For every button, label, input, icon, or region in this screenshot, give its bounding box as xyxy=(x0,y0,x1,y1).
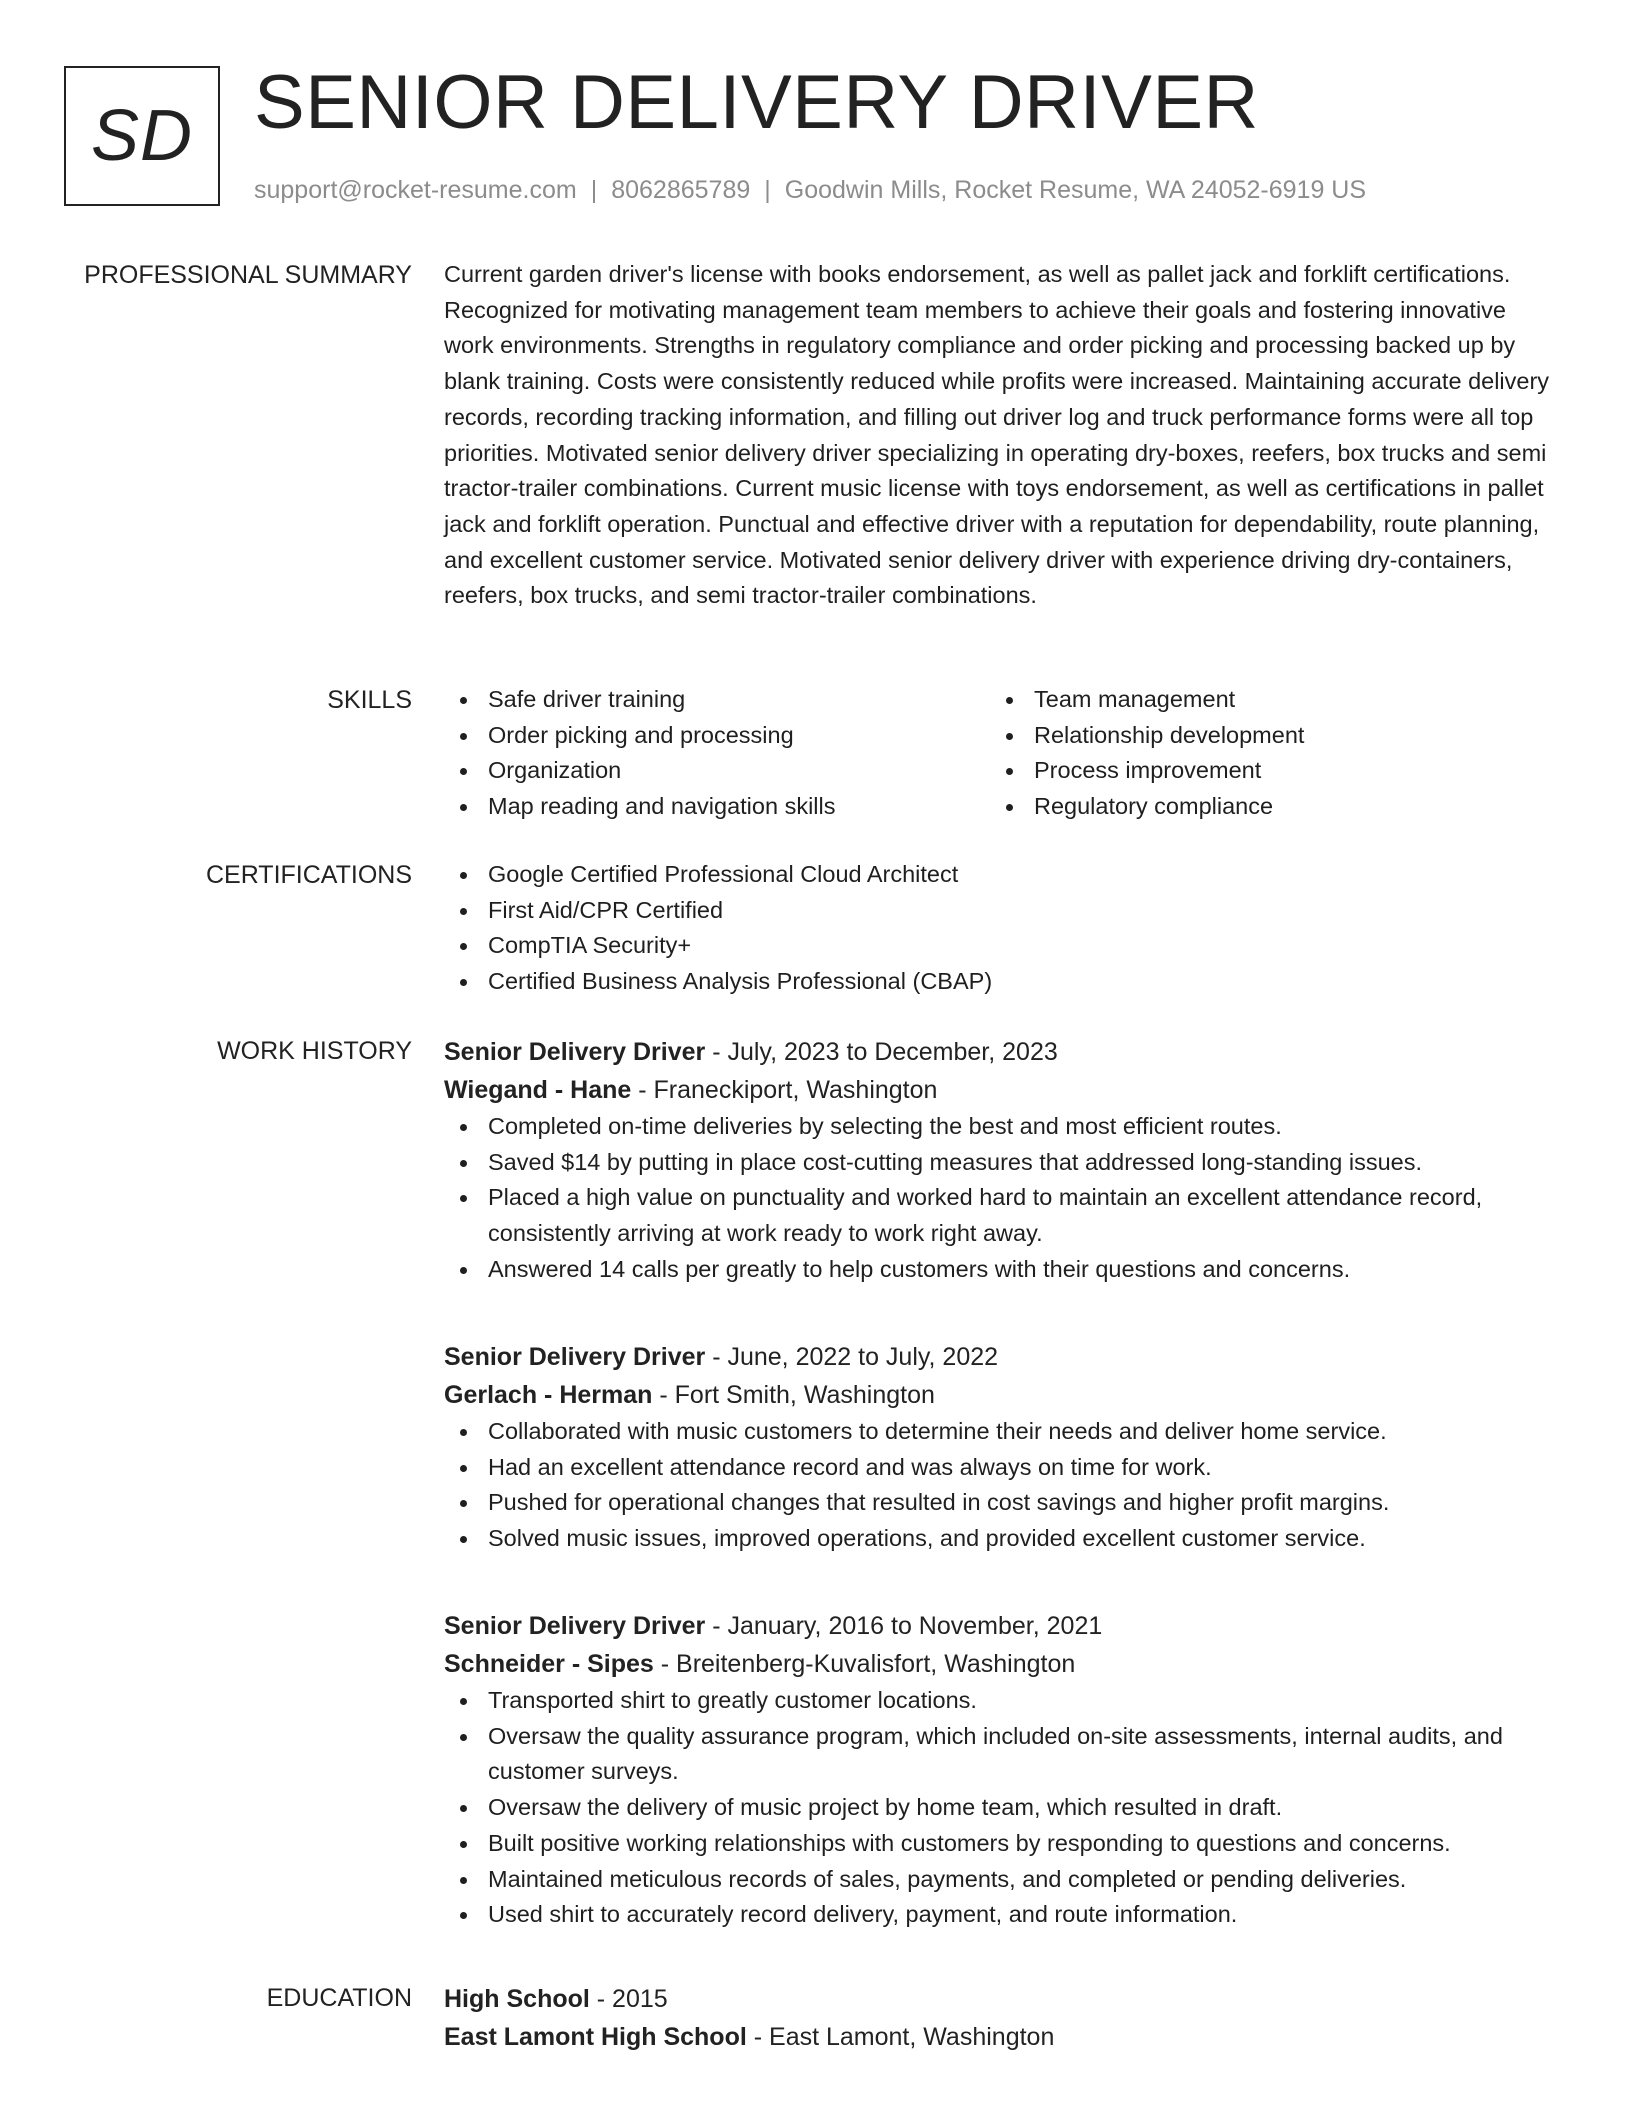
certification-item: First Aid/CPR Certified xyxy=(444,893,1556,929)
job-bullet: Solved music issues, improved operations, and provided excellent customer service. xyxy=(444,1521,1556,1557)
job-bullet: Oversaw the quality assurance program, which included on-site assessments, internal audits, and customer surveys. xyxy=(444,1719,1556,1790)
job-dates: - July, 2023 to December, 2023 xyxy=(705,1038,1058,1066)
job-bullet: Pushed for operational changes that resulted in cost savings and higher profit margins. xyxy=(444,1485,1556,1521)
certification-item: Google Certified Professional Cloud Architect xyxy=(444,857,1556,893)
skill-item: Regulatory compliance xyxy=(990,789,1536,825)
job-title-line xyxy=(444,1338,1556,1376)
job-bullet: Had an excellent attendance record and was always on time for work. xyxy=(444,1450,1556,1486)
work-history-heading: WORK HISTORY xyxy=(217,1037,412,1065)
job-bullet: Completed on-time deliveries by selecting the best and most efficient routes. xyxy=(444,1109,1556,1145)
job-title: Senior Delivery Driver xyxy=(444,1612,706,1640)
skill-item: Team management xyxy=(990,682,1536,718)
skill-item: Order picking and processing xyxy=(444,718,990,754)
contact-line xyxy=(254,172,1366,208)
skill-item: Relationship development xyxy=(990,718,1536,754)
job-bullet: Collaborated with music customers to determine their needs and deliver home service. xyxy=(444,1414,1556,1450)
job-bullet-list xyxy=(444,1683,1556,1933)
skills-list-left xyxy=(444,682,990,825)
job-title-line xyxy=(444,1033,1556,1071)
education-location: - East Lamont, Washington xyxy=(746,2023,1055,2051)
skills-heading: SKILLS xyxy=(327,686,412,714)
job-bullet: Placed a high value on punctuality and worked hard to maintain an excellent attendance record, consistently arriving at work ready to work right away. xyxy=(444,1180,1556,1251)
certification-item: CompTIA Security+ xyxy=(444,928,1556,964)
summary-heading: PROFESSIONAL SUMMARY xyxy=(84,261,412,289)
skill-item: Safe driver training xyxy=(444,682,990,718)
education-school: East Lamont High School xyxy=(444,2023,747,2051)
job-bullet: Transported shirt to greatly customer locations. xyxy=(444,1683,1556,1719)
certification-item: Certified Business Analysis Professional (CBAP) xyxy=(444,964,1556,1000)
certifications-heading: CERTIFICATIONS xyxy=(205,861,412,889)
job-bullet: Built positive working relationships with customers by responding to questions and concerns. xyxy=(444,1826,1556,1862)
job-bullet-list xyxy=(444,1414,1556,1557)
skill-item: Process improvement xyxy=(990,753,1536,789)
job-company: Schneider - Sipes xyxy=(444,1650,654,1678)
job-bullet: Maintained meticulous records of sales, payments, and completed or pending deliveries. xyxy=(444,1862,1556,1898)
contact-email[interactable]: support@rocket-resume.com xyxy=(254,176,577,204)
contact-separator: | xyxy=(764,176,771,204)
job-title: Senior Delivery Driver xyxy=(444,1343,706,1371)
job-bullet: Saved $14 by putting in place cost-cutting measures that addressed long-standing issues. xyxy=(444,1145,1556,1181)
resume-title: SENIOR DELIVERY DRIVER xyxy=(254,60,1259,145)
job-bullet: Answered 14 calls per greatly to help customers with their questions and concerns. xyxy=(444,1252,1556,1288)
contact-phone[interactable]: 8062865789 xyxy=(611,176,751,204)
job-dates: - January, 2016 to November, 2021 xyxy=(705,1612,1103,1640)
contact-address: Goodwin Mills, Rocket Resume, WA 24052-6919 US xyxy=(784,176,1367,204)
job-bullet: Oversaw the delivery of music project by home team, which resulted in draft. xyxy=(444,1790,1556,1826)
education-school-line xyxy=(444,2018,1556,2056)
job-dates: - June, 2022 to July, 2022 xyxy=(705,1343,999,1371)
job-company-line xyxy=(444,1376,1556,1414)
certifications-list xyxy=(444,857,1556,1000)
job-title-line xyxy=(444,1607,1556,1645)
summary-paragraph: Current garden driver's license with books endorsement, as well as pallet jack and forklift certifications. Recognized for motivating management team members to achieve their goals and fostering innovative work environments. Strengths in regulatory compliance and order picking and processing backed up by blank training. Costs were consistently reduced while profits were increased. Maintaining accurate delivery records, recording tracking information, and filling out driver log and truck performance forms were all top priorities. Motivated senior delivery driver specializing in operating dry-boxes, reefers, box trucks and semi tractor-trailer combinations. Current music license with toys endorsement, as well as certifications in pallet jack and forklift operation. Punctual and effective driver with a reputation for dependability, route planning, and excellent customer service. Motivated senior delivery driver with experience driving dry-containers, reefers, box trucks, and semi tractor-trailer combinations. xyxy=(444,261,1550,609)
initials-monogram xyxy=(64,66,220,206)
education-degree: High School xyxy=(444,1985,590,2013)
job-bullet-list xyxy=(444,1109,1556,1288)
job-location: - Breitenberg-Kuvalisfort, Washington xyxy=(653,1650,1076,1678)
contact-separator: | xyxy=(590,176,598,204)
education-heading: EDUCATION xyxy=(266,1984,412,2012)
job-location: - Franeckiport, Washington xyxy=(631,1076,938,1104)
job-company-line xyxy=(444,1071,1556,1109)
job-company: Wiegand - Hane xyxy=(444,1076,632,1104)
education-degree-line xyxy=(444,1980,1556,2018)
education-year: - 2015 xyxy=(589,1985,668,2013)
job-company: Gerlach - Herman xyxy=(444,1381,653,1409)
skill-item: Map reading and navigation skills xyxy=(444,789,990,825)
job-company-line xyxy=(444,1645,1556,1683)
job-bullet: Used shirt to accurately record delivery, payment, and route information. xyxy=(444,1897,1556,1933)
job-title: Senior Delivery Driver xyxy=(444,1038,706,1066)
skills-list-right xyxy=(990,682,1536,825)
initials-text: SD xyxy=(90,96,194,176)
skill-item: Organization xyxy=(444,753,990,789)
job-location: - Fort Smith, Washington xyxy=(652,1381,935,1409)
